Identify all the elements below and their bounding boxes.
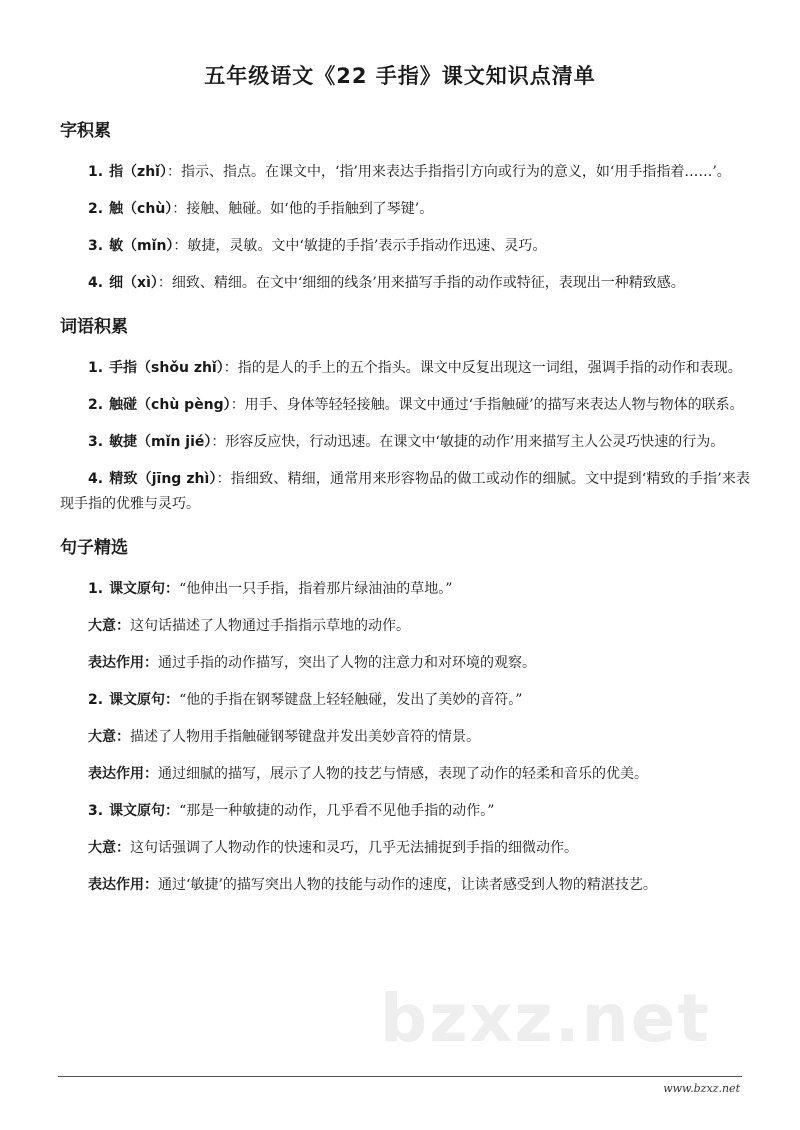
original-text: “他伸出一只手指，指着那片绿油油的草地。” xyxy=(179,581,453,597)
item-text: ：指细致、精细，通常用来形容物品的做工或动作的细腻。文中提到‘精致的手指’来表现手指的优雅与灵巧。 xyxy=(60,471,751,512)
sentence-effect xyxy=(60,873,750,898)
watermark: bzxz.net xyxy=(380,980,712,1057)
item-number: 3. xyxy=(88,803,104,819)
item-number: 1. xyxy=(88,164,104,180)
sentence-original xyxy=(60,577,750,602)
character-item xyxy=(60,234,750,259)
item-text: ：指示、指点。在课文中，‘指’用来表达手指指引方向或行为的意义，如‘用手指指着……’。 xyxy=(166,164,731,180)
original-label: 课文原句： xyxy=(109,803,180,819)
character-item xyxy=(60,197,750,222)
word-item xyxy=(60,467,750,517)
item-text: ：接触、触碰。如‘他的手指触到了琴键’。 xyxy=(172,201,434,217)
character-item xyxy=(60,271,750,296)
item-number: 1. xyxy=(88,581,104,597)
effect-label: 表达作用： xyxy=(88,766,158,782)
meaning-label: 大意： xyxy=(88,618,130,634)
effect-text: 通过手指的动作描写，突出了人物的注意力和对环境的观察。 xyxy=(158,655,536,671)
section-sentences xyxy=(60,535,750,898)
item-number: 4. xyxy=(88,275,104,291)
section-heading-words: 词语积累 xyxy=(60,317,128,337)
effect-text: 通过细腻的描写，展示了人物的技艺与情感，表现了动作的轻柔和音乐的优美。 xyxy=(158,766,648,782)
section-heading-characters: 字积累 xyxy=(60,121,111,141)
item-number: 2. xyxy=(88,397,104,413)
item-number: 4. xyxy=(88,471,104,487)
sentence-meaning xyxy=(60,725,750,750)
sentence-original xyxy=(60,688,750,713)
item-number: 3. xyxy=(88,434,104,450)
word-item xyxy=(60,393,750,418)
sentence-meaning xyxy=(60,836,750,861)
item-term: 精致（jīng zhì） xyxy=(109,471,217,487)
item-number: 1. xyxy=(88,360,104,376)
meaning-text: 这句话强调了人物动作的快速和灵巧，几乎无法捕捉到手指的细微动作。 xyxy=(130,840,578,856)
item-number: 3. xyxy=(88,238,104,254)
sentence-effect xyxy=(60,651,750,676)
sentence-effect xyxy=(60,762,750,787)
footer-divider xyxy=(58,1076,742,1077)
section-characters xyxy=(60,118,750,296)
item-text: ：指的是人的手上的五个指头。课文中反复出现这一词组，强调手指的动作和表现。 xyxy=(223,360,742,376)
effect-label: 表达作用： xyxy=(88,877,158,893)
word-item xyxy=(60,356,750,381)
item-term: 触碰（chù pèng） xyxy=(109,397,231,413)
sentence-meaning xyxy=(60,614,750,639)
section-heading-sentences: 句子精选 xyxy=(60,538,128,558)
item-term: 指（zhǐ） xyxy=(109,164,167,180)
section-words xyxy=(60,314,750,517)
item-text: ：敏捷，灵敏。文中‘敏捷的手指’表示手指动作迅速、灵巧。 xyxy=(173,238,547,254)
item-term: 触（chù） xyxy=(109,201,173,217)
effect-text: 通过‘敏捷’的描写突出人物的技能与动作的速度，让读者感受到人物的精湛技艺。 xyxy=(158,877,657,893)
document-body xyxy=(60,118,750,916)
item-term: 敏（mǐn） xyxy=(109,238,174,254)
meaning-label: 大意： xyxy=(88,840,130,856)
item-term: 敏捷（mǐn jié） xyxy=(109,434,212,450)
effect-label: 表达作用： xyxy=(88,655,158,671)
item-term: 细（xì） xyxy=(109,275,158,291)
item-text: ：形容反应快，行动迅速。在课文中‘敏捷的动作’用来描写主人公灵巧快速的行为。 xyxy=(211,434,725,450)
item-text: ：细致、精细。在文中‘细细的线条’用来描写手指的动作或特征，表现出一种精致感。 xyxy=(157,275,685,291)
footer-url: www.bzxz.net xyxy=(663,1082,740,1095)
original-text: “他的手指在钢琴键盘上轻轻触碰，发出了美妙的音符。” xyxy=(179,692,523,708)
original-text: “那是一种敏捷的动作，几乎看不见他手指的动作。” xyxy=(179,803,495,819)
original-label: 课文原句： xyxy=(109,692,180,708)
item-number: 2. xyxy=(88,692,104,708)
sentence-original xyxy=(60,799,750,824)
item-number: 2. xyxy=(88,201,104,217)
meaning-text: 这句话描述了人物通过手指指示草地的动作。 xyxy=(130,618,410,634)
meaning-text: 描述了人物用手指触碰钢琴键盘并发出美妙音符的情景。 xyxy=(130,729,480,745)
page-title: 五年级语文《22 手指》课文知识点清单 xyxy=(204,64,596,88)
item-term: 手指（shǒu zhǐ） xyxy=(109,360,224,376)
meaning-label: 大意： xyxy=(88,729,130,745)
item-text: ：用手、身体等轻轻接触。课文中通过‘手指触碰’的描写来表达人物与物体的联系。 xyxy=(230,397,744,413)
character-item xyxy=(60,160,750,185)
original-label: 课文原句： xyxy=(109,581,180,597)
word-item xyxy=(60,430,750,455)
